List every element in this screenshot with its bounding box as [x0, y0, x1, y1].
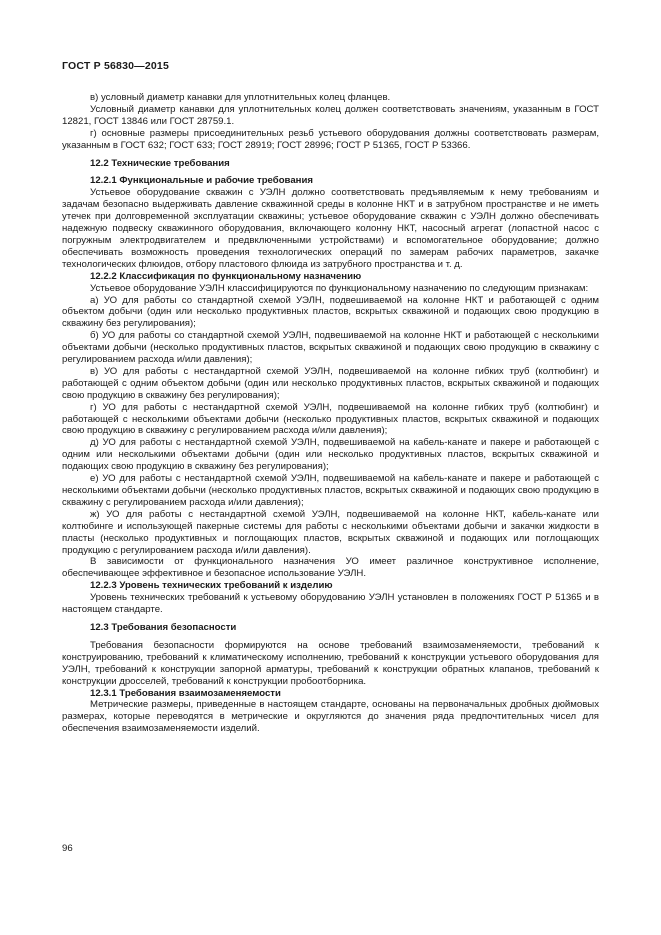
list-item-zh: ж) УО для работы с нестандартной схемой УЭЛН, подвешиваемой на колонне НКТ, кабель-канате или колтюбинге и использующей пакерные системы для работы с несколькими объектами добычи и закачки жидкости в пласты (несколько продуктивных и поглощающих пластов, вскрытых скважиной и подающих или поглощающих продукцию с регулированием расхода и/или давления). [62, 508, 599, 556]
paragraph-item-v: в) условный диаметр канавки для уплотнительных колец фланцев. [90, 92, 391, 103]
paragraph-interchangeability: Метрические размеры, приведенные в настоящем стандарте, основаны на первоначальных дробных дюймовых размерах, которые переводятся в метрические и округляются до значения ряда предпочтительных чисел для обеспечения взаимозаменяемости изделий. [62, 699, 599, 735]
paragraph-technical-level: Уровень технических требований к устьевому оборудованию УЭЛН установлен в положениях ГОСТ Р 51365 и в настоящем стандарте. [62, 592, 599, 616]
paragraph-functional-requirements: Устьевое оборудование скважин с УЭЛН должно соответствовать предъявляемым к нему требованиям и задачам безопасно выдерживать давление скважинной среды в колонне НКТ и в затрубном пространстве и не иметь утечек при долговременной эксплуатации скважины; устьевое оборудование скважин с УЭЛН должно обеспечивать надежную подвеску скважинного оборудования, включающего колонну НКТ, насосный агрегат (лопастной насос с погружным электродвигателем и предвключенными устройствами) и вспомогательное оборудование; должно обеспечивать возможность проведения технологических операций по замерам рабочих параметров, закачке технологических флюидов, отбору пластового флюида из затрубного пространства и т. д. [62, 187, 599, 270]
section-heading-12-2-3: 12.2.3 Уровень технических требований к изделию [90, 580, 333, 592]
page-number: 96 [62, 843, 73, 854]
paragraph-safety-requirements: Требования безопасности формируются на основе требований взаимозаменяемости, требований к конструированию, требований к климатическому исполнению, требований к конструкции устьевого оборудования для УЭЛН, требований к конструкции запорной арматуры, требований к конструкции обратных клапанов, требований к конструкции дросселей, требований к конструкции пробоотборника. [62, 639, 599, 687]
paragraph-classification-intro: Устьевое оборудование УЭЛН классифицируются по функциональному назначению по следующим признакам: [90, 282, 589, 294]
list-item-g: г) УО для работы с нестандартной схемой УЭЛН, подвешиваемой на колонне гибких труб (колтюбинг) и работающей с несколькими объектами добычи (несколько продуктивных пластов, вскрытых скважиной и подающих свою продукцию в скважину с регулированием расхода и/или давления); [62, 401, 599, 437]
section-heading-12-3: 12.3 Требования безопасности [90, 621, 237, 633]
list-item-v: в) УО для работы с нестандартной схемой УЭЛН, подвешиваемой на колонне гибких труб (колтюбинг) и работающей с одним объектом добычи (один или несколько продуктивных пластов, вскрытых скважиной и подающих свою продукцию в скважину без регулирования); [62, 365, 599, 401]
document-body [62, 92, 599, 735]
section-heading-12-3-1: 12.3.1 Требования взаимозаменяемости [90, 687, 281, 699]
list-item-d: д) УО для работы с нестандартной схемой УЭЛН, подвешиваемой на кабель-канате и пакере и работающей с одним или несколькими объектами добычи (один или несколько продуктивных пластов, вскрытых скважиной и подающих свою продукцию в скважину без регулирования); [62, 437, 599, 473]
list-item-e: е) УО для работы с нестандартной схемой УЭЛН, подвешиваемой на кабель-канате и пакере и работающей с несколькими объектами добычи (несколько продуктивных пластов, вскрытых скважиной и подающих свою продукцию в скважину с регулированием расхода и/или давления); [62, 473, 599, 508]
paragraph-groove-diameter: Условный диаметр канавки для уплотнительных колец должен соответствовать значениям, указанным в ГОСТ 12821, ГОСТ 13846 или ГОСТ 28759.1. [62, 103, 599, 127]
list-item-b: б) УО для работы со стандартной схемой УЭЛН, подвешиваемой на колонне НКТ и работающей с несколькими объектами добычи (несколько продуктивных пластов, вскрытых скважиной и подающих свою продукцию в скважину с регулированием расхода и/или давления); [62, 330, 599, 366]
list-item-a: а) УО для работы со стандартной схемой УЭЛН, подвешиваемой на колонне НКТ и работающей с одним объектом добычи (один или несколько продуктивных пластов, вскрытых скважиной и подающих свою продукцию в скважину без регулирования); [62, 294, 599, 330]
section-heading-12-2: 12.2 Технические требования [90, 157, 230, 169]
section-heading-12-2-2: 12.2.2 Классификация по функциональному назначению [90, 270, 362, 282]
paragraph-design-variants: В зависимости от функционального назначения УО имеет различное конструктивное исполнение, обеспечивающее эффективное и безопасное использование УЭЛН. [62, 556, 599, 580]
paragraph-item-g: г) основные размеры присоединительных резьб устьевого оборудования должны соответствовать размерам, указанным в ГОСТ 632; ГОСТ 633; ГОСТ 28919; ГОСТ 28996; ГОСТ Р 51365, ГОСТ Р 53366. [62, 127, 599, 151]
document-header: ГОСТ Р 56830—2015 [62, 60, 170, 72]
section-heading-12-2-1: 12.2.1 Функциональные и рабочие требования [90, 175, 313, 187]
